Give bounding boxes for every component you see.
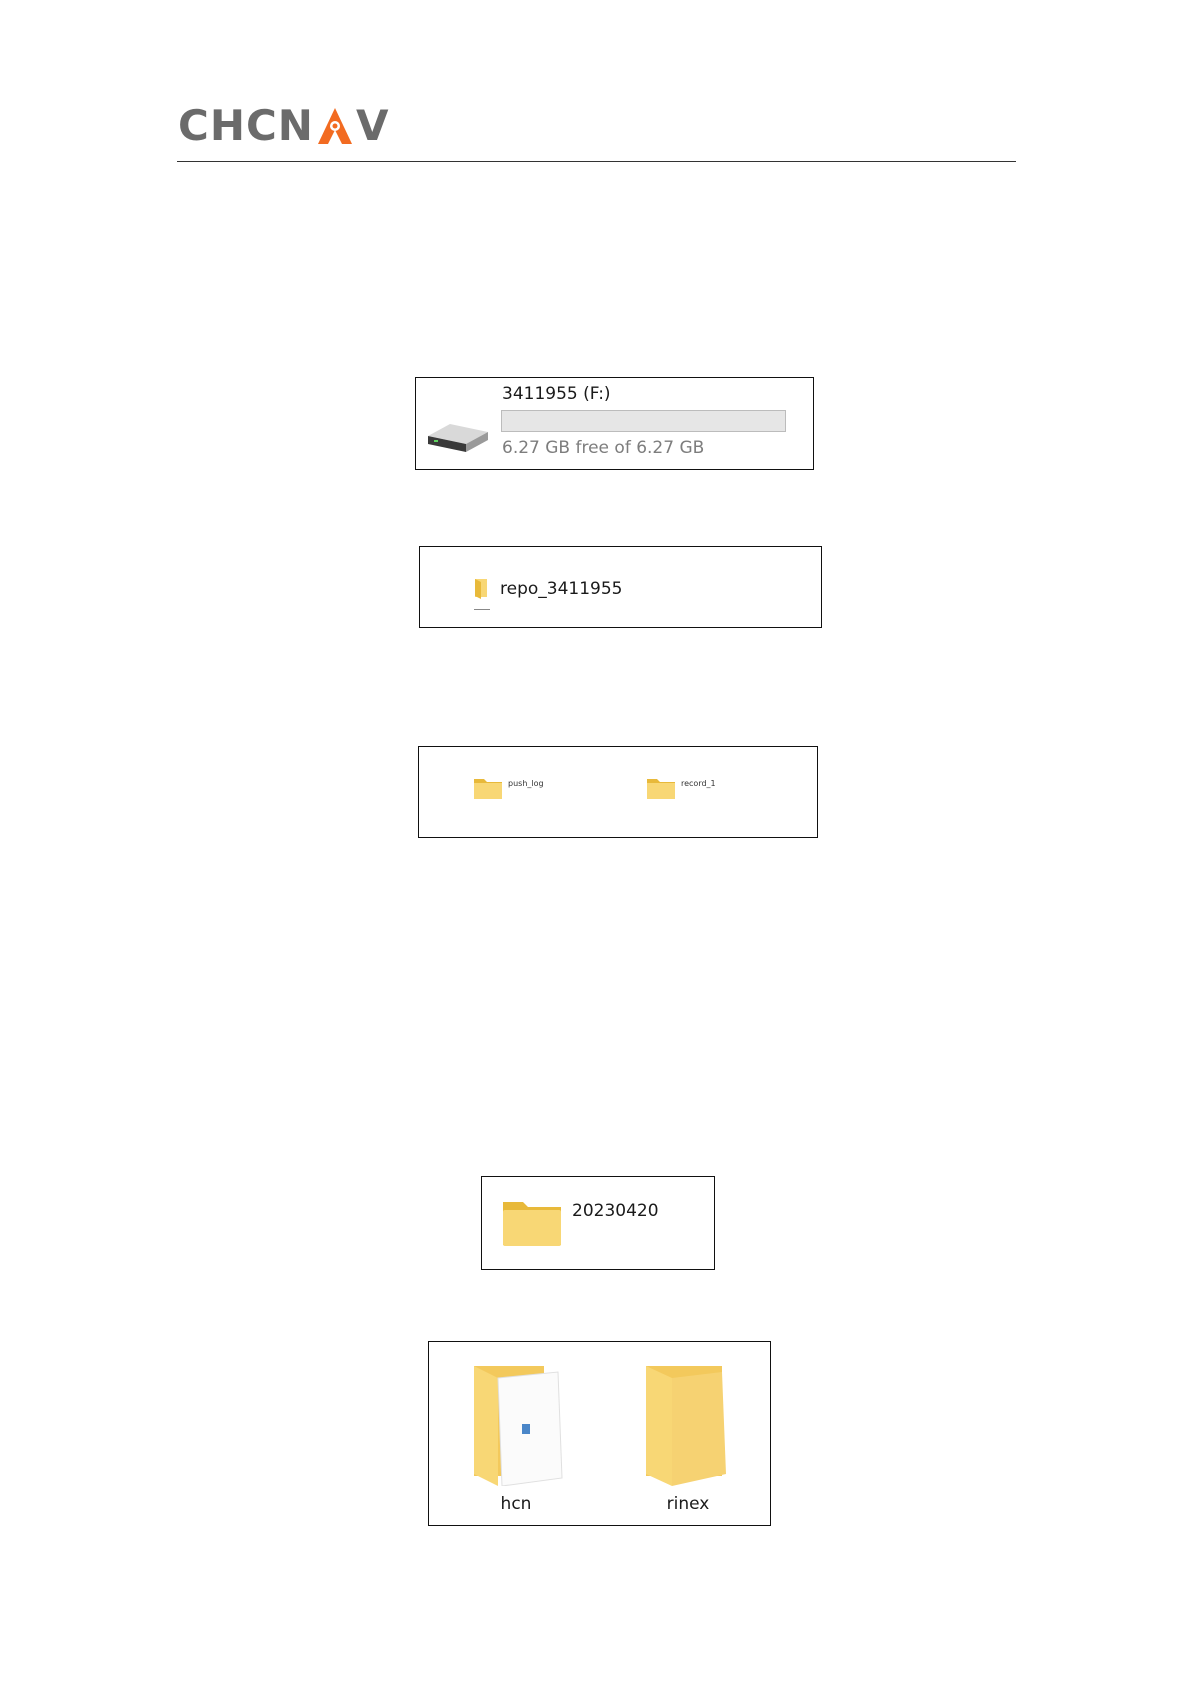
logo-text-right: V <box>355 101 390 150</box>
push-log-label[interactable]: push_log <box>508 779 544 788</box>
folder-icon[interactable] <box>502 1199 562 1247</box>
hard-drive-icon[interactable] <box>424 418 490 454</box>
record-1-label[interactable]: record_1 <box>681 779 716 788</box>
hcn-folder-label[interactable]: hcn <box>500 1494 532 1514</box>
rinex-folder-label[interactable]: rinex <box>666 1494 710 1514</box>
folder-icon[interactable] <box>646 776 676 800</box>
drive-name: 3411955 (F:) <box>502 384 611 404</box>
logo-text-left: CHCN <box>178 101 314 150</box>
drive-free-space: 6.27 GB free of 6.27 GB <box>502 438 705 458</box>
chcnav-logo <box>178 101 390 150</box>
date-folder-label[interactable]: 20230420 <box>572 1201 659 1221</box>
logo-a-mark-icon <box>316 106 354 146</box>
header-divider <box>177 161 1016 162</box>
repo-selection-line <box>474 609 490 610</box>
drive-usage-bar <box>501 410 786 432</box>
folder-icon[interactable] <box>473 776 503 800</box>
folder-icon[interactable] <box>638 1362 738 1486</box>
repo-folder-label[interactable]: repo_3411955 <box>500 579 623 599</box>
folder-icon[interactable] <box>474 577 490 599</box>
folder-with-document-icon[interactable] <box>466 1362 566 1486</box>
